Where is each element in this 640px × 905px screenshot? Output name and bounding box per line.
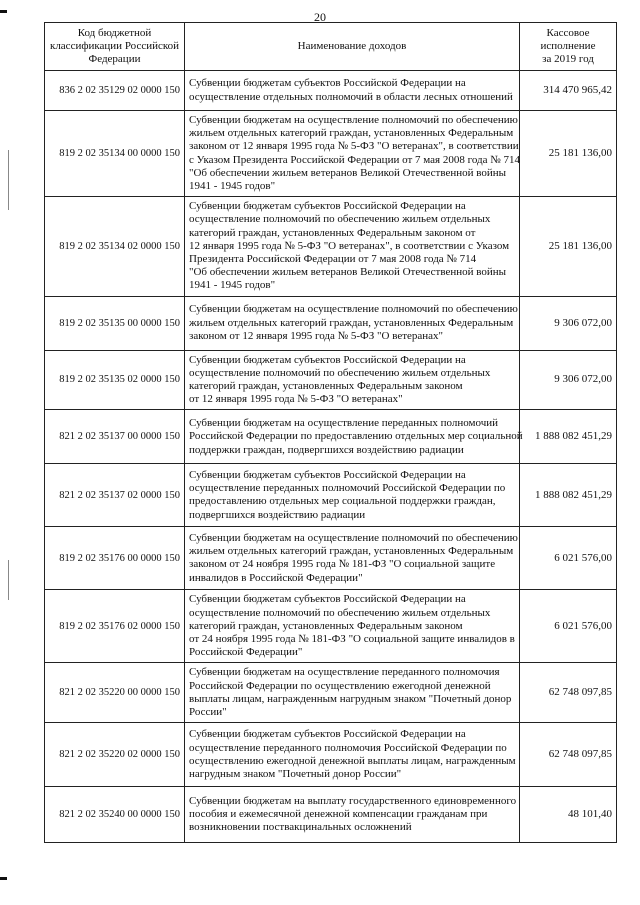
revenue-name-line: осуществление отдельных полномочий в области лесных отношений bbox=[189, 90, 513, 103]
revenue-name-line: Субвенции бюджетам субъектов Российской Федерации на bbox=[189, 77, 466, 90]
revenue-name-line: Российской Федерации по предоставлению отдельных мер социальной bbox=[189, 430, 523, 443]
table-row bbox=[45, 111, 617, 197]
amount-cell: 314 470 965,42 bbox=[520, 71, 617, 111]
revenue-name-cell bbox=[185, 464, 520, 527]
amount-cell: 1 888 082 451,29 bbox=[520, 464, 617, 527]
revenue-name-line: предоставлению отдельных мер социальной поддержки граждан, bbox=[189, 495, 496, 508]
revenue-name-cell bbox=[185, 350, 520, 410]
amount-cell: 9 306 072,00 bbox=[520, 296, 617, 350]
amount-cell: 9 306 072,00 bbox=[520, 350, 617, 410]
revenue-name-line: "Об обеспечении жильем ветеранов Великой Отечественной войны bbox=[189, 166, 507, 179]
revenue-name-line: жильем отдельных категорий граждан, установленных Федеральным bbox=[189, 316, 514, 329]
revenue-name-line: Субвенции бюджетам на осуществление полномочий по обеспечению bbox=[189, 532, 518, 545]
budget-code-cell: 819 2 02 35176 00 0000 150 bbox=[45, 527, 185, 590]
table-row bbox=[45, 410, 617, 464]
revenue-name-line: категорий граждан, установленных Федеральным законом от bbox=[189, 226, 476, 239]
revenue-name-line: Субвенции бюджетам субъектов Российской Федерации на bbox=[189, 200, 466, 213]
amount-cell: 25 181 136,00 bbox=[520, 197, 617, 296]
revenue-name-line: нагрудным знаком "Почетный донор России" bbox=[189, 767, 402, 780]
revenue-name-line: Субвенции бюджетам на выплату государственного единовременного bbox=[189, 794, 517, 807]
revenue-name-line: выплаты лицам, награжденным нагрудным знаком "Почетный донор bbox=[189, 692, 512, 705]
revenue-name-line: Российской Федерации по осуществлению ежегодной денежной bbox=[189, 679, 491, 692]
revenue-name-line: инвалидов в Российской Федерации" bbox=[189, 571, 363, 584]
revenue-name-cell bbox=[185, 723, 520, 787]
revenue-name-cell bbox=[185, 590, 520, 663]
revenue-name-line: жильем отдельных категорий граждан, установленных Федеральным bbox=[189, 127, 514, 140]
table-body bbox=[45, 71, 617, 843]
amount-cell: 6 021 576,00 bbox=[520, 527, 617, 590]
revenue-name-line: Субвенции бюджетам на осуществление переданных полномочий bbox=[189, 417, 499, 430]
header-amount: Кассовое исполнение за 2019 год bbox=[520, 23, 617, 71]
budget-code-cell: 836 2 02 35129 02 0000 150 bbox=[45, 71, 185, 111]
revenue-name-line: 12 января 1995 года № 5-ФЗ "О ветеранах", в соответствии с Указом bbox=[189, 239, 510, 252]
revenue-name-cell bbox=[185, 197, 520, 296]
revenue-name-line: Субвенции бюджетам субъектов Российской Федерации на bbox=[189, 593, 466, 606]
revenue-name-line: осуществление переданных полномочий Российской Федерации по bbox=[189, 482, 506, 495]
revenue-name-line: Субвенции бюджетам субъектов Российской Федерации на bbox=[189, 353, 466, 366]
revenue-name-line: России" bbox=[189, 706, 227, 719]
revenue-name-line: Субвенции бюджетам на осуществление переданного полномочия bbox=[189, 666, 500, 679]
revenue-name-line: поддержки граждан, подвергшихся воздействию радиации bbox=[189, 443, 464, 456]
table-row bbox=[45, 787, 617, 843]
revenue-name-cell bbox=[185, 410, 523, 464]
revenue-name-line: законом от 12 января 1995 года № 5-ФЗ "О ветеранах", в соответствии bbox=[189, 140, 519, 153]
budget-code-cell: 819 2 02 35135 00 0000 150 bbox=[45, 296, 185, 350]
binding-mark bbox=[0, 877, 7, 880]
header-code: Код бюджетной классификации Российской Федерации bbox=[45, 23, 185, 71]
revenue-name-line: осуществление полномочий по обеспечению жильем отдельных bbox=[189, 366, 491, 379]
table-row bbox=[45, 296, 617, 350]
budget-code-cell: 819 2 02 35135 02 0000 150 bbox=[45, 350, 185, 410]
budget-code-cell: 821 2 02 35220 02 0000 150 bbox=[45, 723, 185, 787]
budget-code-cell: 821 2 02 35240 00 0000 150 bbox=[45, 787, 185, 843]
table-row bbox=[45, 663, 617, 723]
budget-code-cell: 819 2 02 35134 00 0000 150 bbox=[45, 111, 185, 197]
revenue-name-line: осуществление полномочий по обеспечению жильем отдельных bbox=[189, 606, 491, 619]
table-header-row bbox=[45, 23, 617, 71]
revenue-name-line: "Об обеспечении жильем ветеранов Великой Отечественной войны bbox=[189, 266, 507, 279]
revenue-name-line: категорий граждан, установленных Федеральным законом bbox=[189, 619, 463, 632]
amount-cell: 6 021 576,00 bbox=[520, 590, 617, 663]
revenue-name-line: Российской Федерации" bbox=[189, 646, 303, 659]
budget-code-cell: 821 2 02 35137 02 0000 150 bbox=[45, 464, 185, 527]
revenue-name-cell bbox=[185, 663, 520, 723]
revenue-name-line: от 24 ноября 1995 года № 181-ФЗ "О социальной защите инвалидов в bbox=[189, 633, 515, 646]
table-row bbox=[45, 197, 617, 296]
table-row bbox=[45, 71, 617, 111]
revenue-table bbox=[44, 22, 617, 843]
scan-tick bbox=[8, 150, 9, 210]
revenue-name-line: законом от 24 ноября 1995 года № 181-ФЗ "О социальной защите bbox=[189, 558, 496, 571]
page-number: 20 bbox=[314, 10, 326, 24]
revenue-name-line: осуществление переданного полномочия Российской Федерации по bbox=[189, 741, 507, 754]
amount-cell: 62 748 097,85 bbox=[520, 663, 617, 723]
revenue-name-cell bbox=[185, 296, 520, 350]
budget-code-cell: 821 2 02 35220 00 0000 150 bbox=[45, 663, 185, 723]
amount-cell: 1 888 082 451,29 bbox=[520, 410, 617, 464]
scan-tick bbox=[8, 560, 9, 600]
amount-cell: 25 181 136,00 bbox=[520, 111, 617, 197]
revenue-name-line: от 12 января 1995 года № 5-ФЗ "О ветеранах" bbox=[189, 393, 403, 406]
revenue-name-line: возникновении поствакцинальных осложнений bbox=[189, 821, 412, 834]
revenue-name-line: Субвенции бюджетам на осуществление полномочий по обеспечению bbox=[189, 114, 518, 126]
revenue-name-cell bbox=[185, 787, 520, 843]
budget-code-cell: 819 2 02 35134 02 0000 150 bbox=[45, 197, 185, 296]
revenue-name-line: пособия и ежемесячной денежной компенсации гражданам при bbox=[189, 808, 488, 821]
revenue-name-line: 1941 - 1945 годов" bbox=[189, 279, 276, 292]
revenue-name-cell bbox=[185, 111, 520, 197]
revenue-name-line: Субвенции бюджетам на осуществление полномочий по обеспечению bbox=[189, 303, 518, 316]
revenue-name-line: категорий граждан, установленных Федеральным законом bbox=[189, 380, 463, 393]
revenue-name-line: подвергшихся воздействию радиации bbox=[189, 508, 366, 521]
revenue-name-line: Субвенции бюджетам субъектов Российской Федерации на bbox=[189, 469, 466, 482]
revenue-name-line: 1941 - 1945 годов" bbox=[189, 180, 276, 193]
budget-code-cell: 819 2 02 35176 02 0000 150 bbox=[45, 590, 185, 663]
revenue-name-cell bbox=[185, 527, 520, 590]
binding-mark bbox=[0, 10, 7, 13]
revenue-name-line: осуществление полномочий по обеспечению жильем отдельных bbox=[189, 213, 491, 226]
revenue-name-line: с Указом Президента Российской Федерации от 7 мая 2008 года № 714 bbox=[189, 153, 520, 166]
table-row bbox=[45, 527, 617, 590]
revenue-name-line: осуществлению ежегодной денежной выплаты лицам, награжденным bbox=[189, 754, 516, 767]
budget-code-cell: 821 2 02 35137 00 0000 150 bbox=[45, 410, 185, 464]
revenue-name-line: Субвенции бюджетам субъектов Российской Федерации на bbox=[189, 728, 466, 741]
revenue-name-line: Президента Российской Федерации от 7 мая 2008 года № 714 bbox=[189, 253, 477, 266]
revenue-name-line: законом от 12 января 1995 года № 5-ФЗ "О ветеранах" bbox=[189, 329, 444, 342]
revenue-name-cell bbox=[185, 71, 520, 111]
table-row bbox=[45, 723, 617, 787]
amount-cell: 62 748 097,85 bbox=[520, 723, 617, 787]
header-name: Наименование доходов bbox=[185, 23, 520, 71]
amount-cell: 48 101,40 bbox=[520, 787, 617, 843]
table-row bbox=[45, 590, 617, 663]
revenue-name-line: жильем отдельных категорий граждан, установленных Федеральным bbox=[189, 545, 514, 558]
table-row bbox=[45, 464, 617, 527]
table-row bbox=[45, 350, 617, 410]
